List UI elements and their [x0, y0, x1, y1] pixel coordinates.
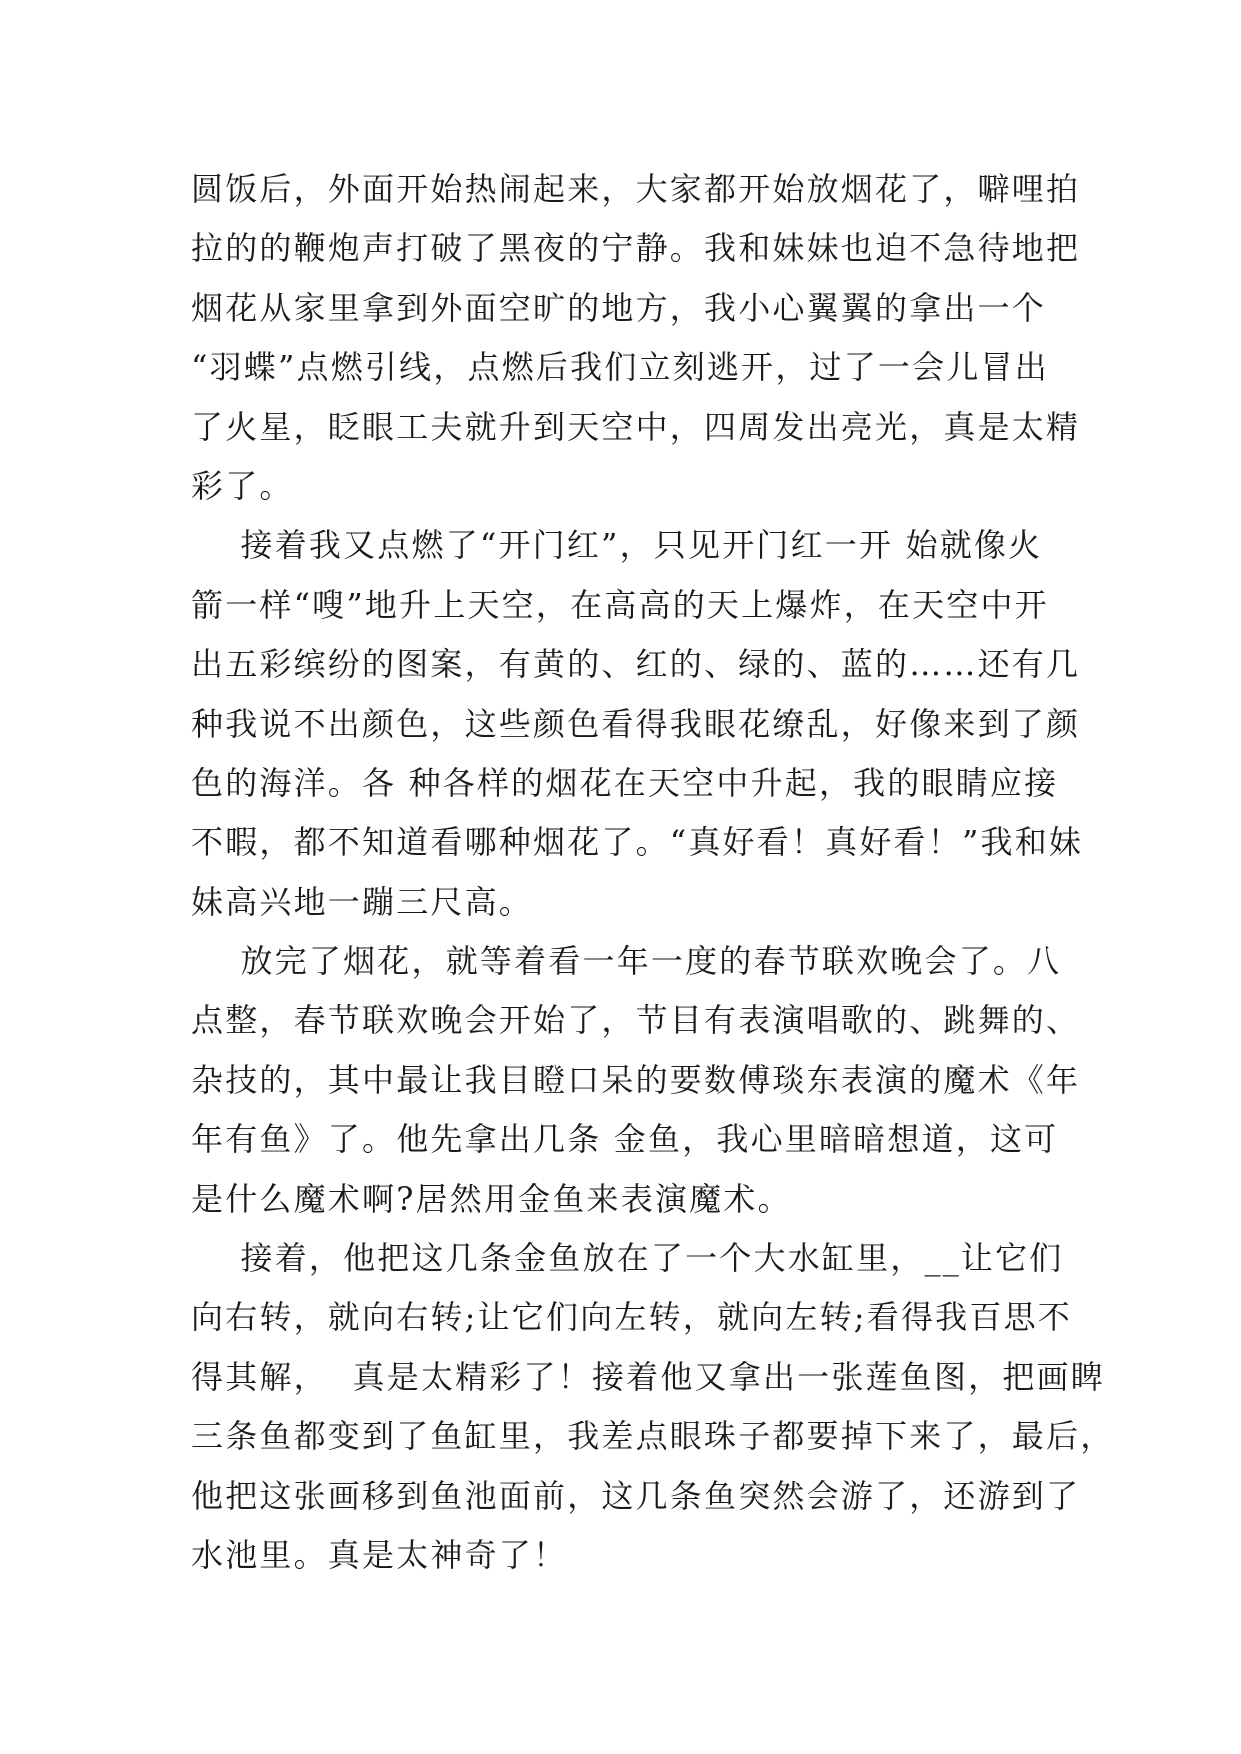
text-line: 他把这张画移到鱼池面前，这几条鱼突然会游了，还游到了	[191, 1476, 1081, 1515]
text-line: 妹高兴地一蹦三尺高。	[191, 882, 534, 921]
text-line: 色的海洋。各 种各样的烟花在天空中升起，我的眼睛应接	[191, 763, 1059, 802]
text-line: 得其解， 真是太精彩了！接着他又拿出一张莲鱼图，把画睥	[191, 1357, 1105, 1396]
text-line: 不暇，都不知道看哪种烟花了。“真好看！真好看！”我和妹	[191, 823, 1084, 862]
paragraph	[191, 516, 1091, 932]
text-line: 点整，春节联欢晚会开始了，节目有表演唱歌的、跳舞的、	[191, 1001, 1081, 1040]
paragraph	[191, 160, 1091, 516]
essay-body	[191, 160, 1115, 1585]
text-line: 烟花从家里拿到外面空旷的地方，我小心翼翼的拿出一个	[191, 288, 1047, 327]
text-line: 种我说不出颜色，这些颜色看得我眼花缭乱，好像来到了颜	[191, 704, 1081, 743]
text-line: 年有鱼》了。他先拿出几条 金鱼，我心里暗暗想道，这可	[191, 1120, 1059, 1159]
text-line: 圆饭后，外面开始热闹起来，大家都开始放烟花了，噼哩拍	[191, 170, 1081, 208]
text-line: 了火星，眨眼工夫就升到天空中，四周发出亮光，真是太精	[191, 407, 1081, 446]
paragraph	[191, 932, 1091, 1229]
text-line: 出五彩缤纷的图案，有黄的、红的、绿的、蓝的……还有几	[191, 645, 1081, 684]
text-line: 杂技的，其中最让我目瞪口呆的要数傅琰东表演的魔术《年	[191, 1060, 1081, 1099]
text-line: “羽蝶”点燃引线，点燃后我们立刻逃开，过了一会儿冒出	[191, 348, 1049, 387]
paragraph	[191, 1229, 1115, 1585]
text-line: 接着，他把这几条金鱼放在了一个大水缸里，__让它们	[191, 1239, 1064, 1278]
text-line: 箭一样“嗖”地升上天空，在高高的天上爆炸，在天空中开	[191, 585, 1049, 624]
text-line: 向右转，就向右转;让它们向左转，就向左转;看得我百思不	[191, 1298, 1072, 1337]
text-line: 放完了烟花，就等着看一年一度的春节联欢晚会了。八	[191, 942, 1062, 981]
text-line: 彩了。	[191, 466, 294, 505]
text-line: 水池里。真是太神奇了！	[191, 1535, 568, 1574]
text-line: 是什么魔术啊?居然用金鱼来表演魔术。	[191, 1179, 792, 1218]
text-line: 拉的的鞭炮声打破了黑夜的宁静。我和妹妹也迫不急待地把	[191, 229, 1081, 268]
text-line: 接着我又点燃了“开门红”，只见开门红一开 始就像火	[191, 526, 1043, 565]
text-line: 三条鱼都变到了鱼缸里，我差点眼珠子都要掉下来了，最后，	[191, 1417, 1115, 1456]
